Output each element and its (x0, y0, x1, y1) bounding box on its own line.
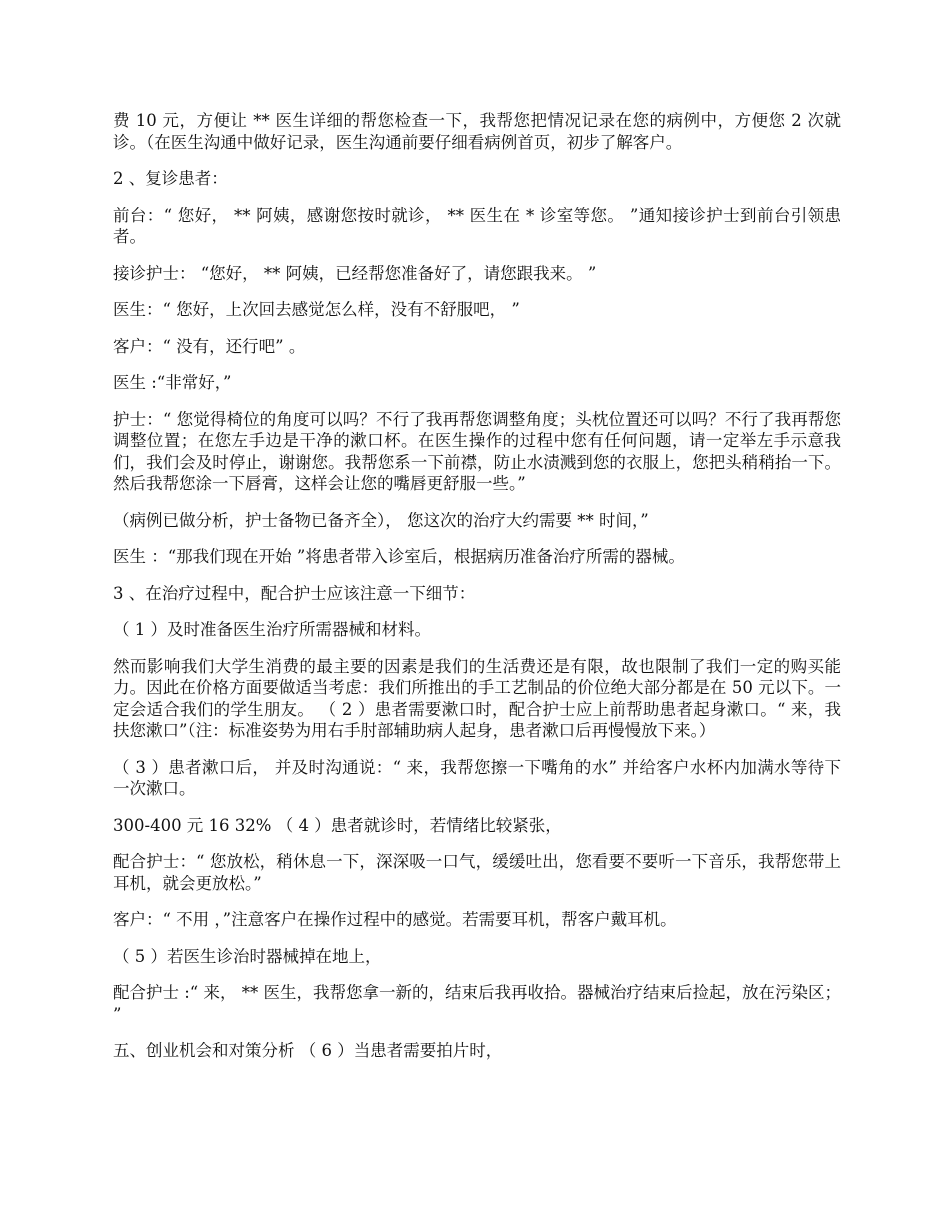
paragraph-heading-return-patient: 2 、复诊患者： (113, 169, 228, 188)
paragraph-client-reply: 客户：“ 没有，还行吧” 。 (113, 336, 306, 356)
paragraph-client-no-headphones: 客户：“ 不用 ，”注意客户在操作过程中的感觉。若需要耳机，帮客户戴耳机。 (113, 910, 677, 929)
paragraph-nurse-instructions: 护士：“ 您觉得椅位的角度可以吗？不行了我再帮您调整角度；头枕位置还可以吗？不行了我再帮您调整位置；在您左手边是干净的漱口杯。在医生操作的过程中您有任何问题，请一定举左手示意我们，我们会及时停止，谢谢您。我帮您系一下前襟，防止水渍溅到您的衣服上，您把头稍稍抬一下。然后我帮您涂一下唇膏，这样会让您的嘴唇更舒服一些。” (113, 409, 841, 493)
paragraph-section-five: 五、创业机会和对策分析 （ 6 ）当患者需要拍片时， (113, 1041, 503, 1060)
paragraph-item-3: （ 3 ）患者漱口后， 并及时沟通说：“ 来，我帮您擦一下嘴角的水” 并给客户水杯内加满水等待下一次漱口。 (113, 757, 841, 798)
paragraph-front-desk: 前台：“ 您好， ** 阿姨，感谢您按时就诊， ** 医生在 * 诊室等您。 ”通知接诊护士到前台引领患者。 (113, 205, 841, 246)
paragraph-case-analysis: （病例已做分析，护士备物已备齐全）， 您这次的治疗大约需要 ** 时间，” (113, 510, 649, 530)
paragraph-item-1: （ 1 ）及时准备医生治疗所需器械和材料。 (113, 620, 431, 639)
paragraph-doctor-start: 医生 ：“那我们现在开始 ”将患者带入诊室后，根据病历准备治疗所需的器械。 (113, 547, 685, 566)
paragraph-nurse-instrument: 配合护士 :“ 来， ** 医生，我帮您拿一新的，结束后我再收拾。器械治疗结束后捡起，放在污染区； ” (113, 983, 841, 1024)
document-body (113, 110, 841, 1077)
paragraph-item-5: （ 5 ）若医生诊治时器械掉在地上， (113, 946, 382, 966)
paragraph-student-spending: 然而影响我们大学生消费的最主要的因素是我们的生活费还是有限，故也限制了我们一定的购买能力。因此在价格方面要做适当考虑：我们所推出的手工艺制品的价位绝大部分都是在 50 元以下。一定会适合我们的学生朋友。 （ 2 ）患者需要漱口时，配合护士应上前帮助患者起身漱口。“ 来，我扶您漱口”（注：标准姿势为用右手肘部辅助病人起身，患者漱口后再慢慢放下来。） (113, 656, 841, 740)
paragraph-doctor-response: 医生 :“非常好，” (113, 373, 232, 392)
paragraph-nurse-relax: 配合护士：“ 您放松，稍休息一下，深深吸一口气，缓缓吐出，您看要不要听一下音乐，我帮您带上耳机，就会更放松。” (113, 852, 841, 893)
paragraph-item-4: 300-400 元 16 32% （ 4 ）患者就诊时，若情绪比较紧张， (113, 815, 562, 835)
paragraph-heading-treatment-details: 3 、在治疗过程中，配合护士应该注意一下细节： (113, 583, 476, 603)
paragraph-first-visit-fee: 费 10 元，方便让 ** 医生详细的帮您检查一下，我帮您把情况记录在您的病例中，方便您 2 次就诊。（在医生沟通中做好记录，医生沟通前要仔细看病例首页，初步了解客户。 (113, 111, 841, 152)
paragraph-reception-nurse: 接诊护士： “您好， ** 阿姨，已经帮您准备好了，请您跟我来。 ” (113, 263, 597, 283)
paragraph-doctor-greeting: 医生：“ 您好，上次回去感觉怎么样，没有不舒服吧， ” (113, 300, 520, 319)
